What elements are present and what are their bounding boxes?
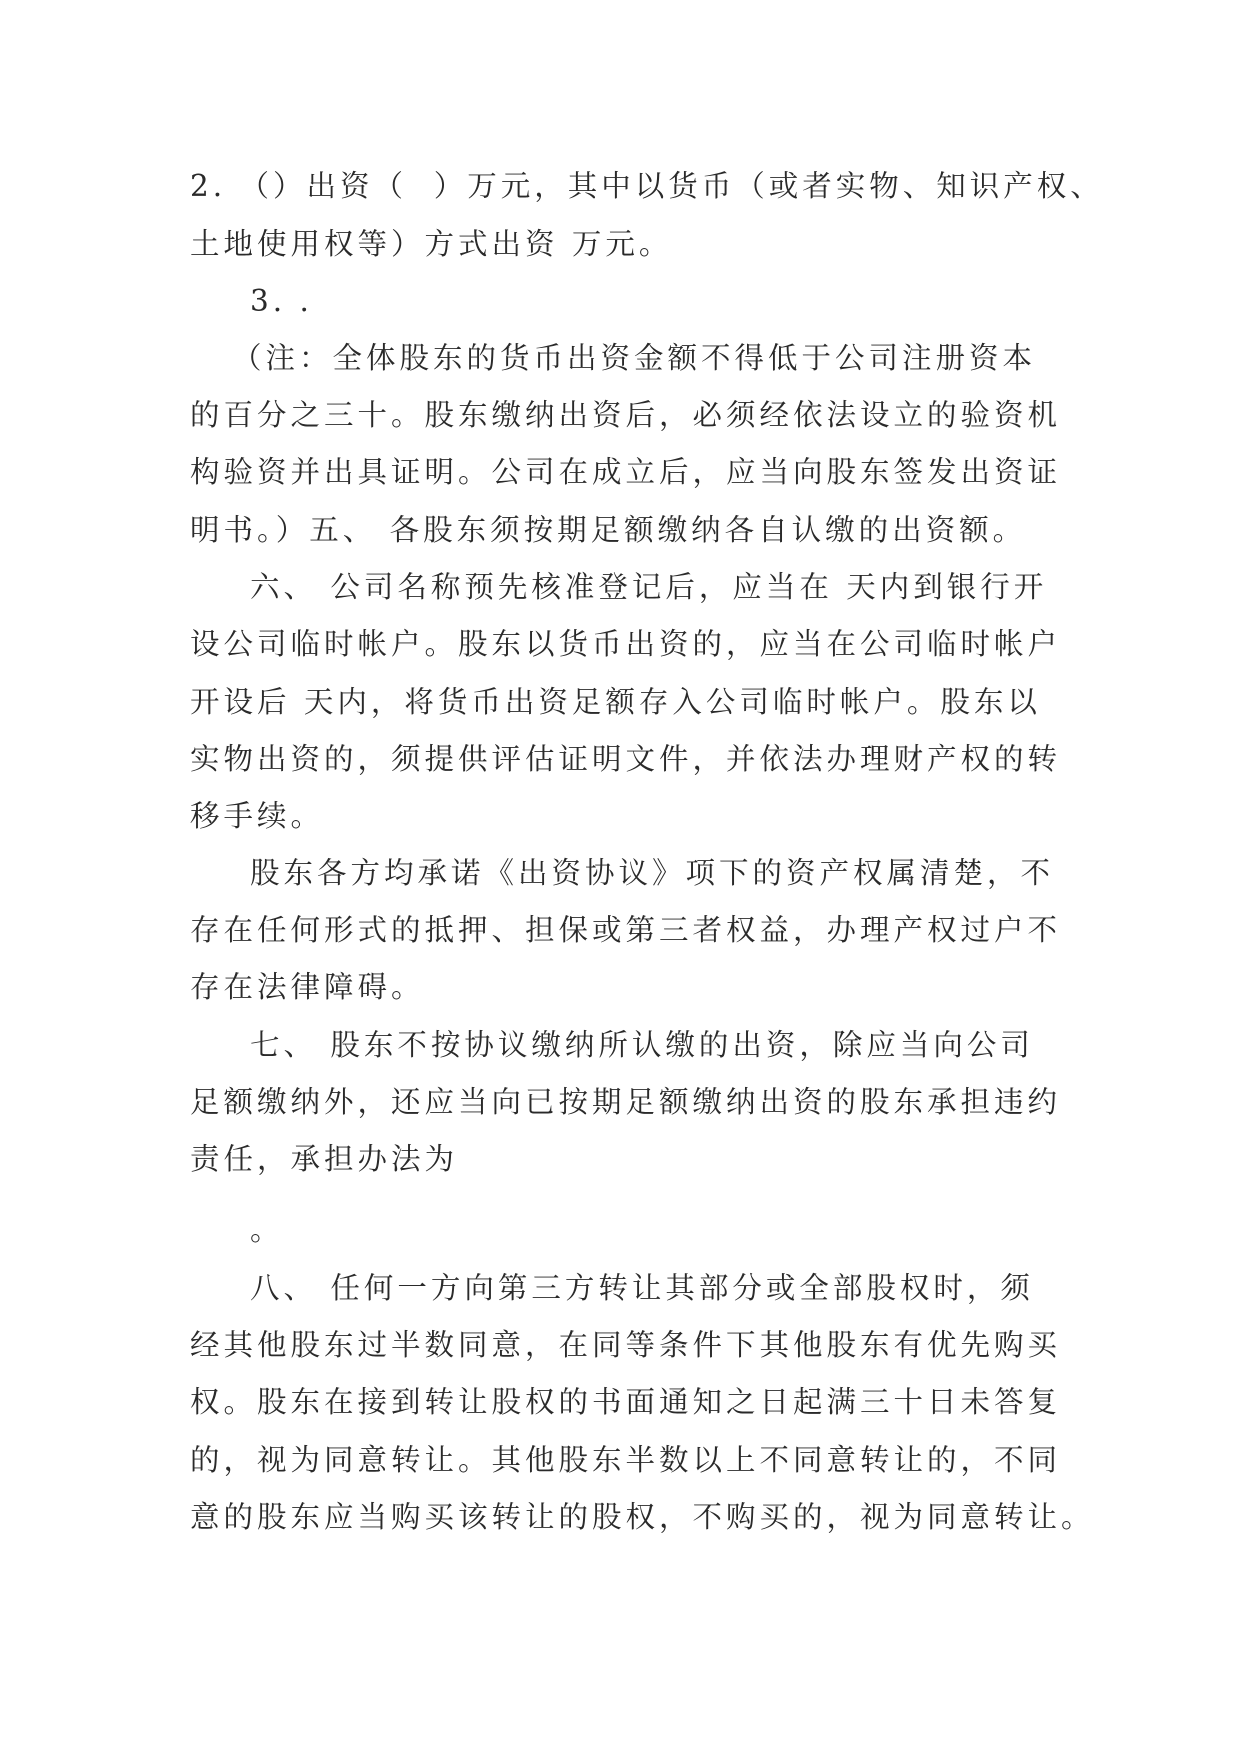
text-line: 权。股东在接到转让股权的书面通知之日起满三十日未答复 xyxy=(190,1385,1062,1419)
text-line: 。 xyxy=(250,1213,284,1247)
text-line: 足额缴纳外，还应当向已按期足额缴纳出资的股东承担违约 xyxy=(190,1085,1062,1119)
text-line: 2. （）出资（ ）万元，其中以货币（或者实物、知识产权、 xyxy=(190,169,1104,203)
text-line: 构验资并出具证明。公司在成立后，应当向股东签发出资证 xyxy=(190,455,1062,489)
text-line: 责任，承担办法为 xyxy=(190,1142,459,1176)
text-line: 实物出资的，须提供评估证明文件，并依法办理财产权的转 xyxy=(190,742,1062,776)
text-line: 意的股东应当购买该转让的股权，不购买的，视为同意转让。 xyxy=(190,1500,1095,1534)
text-line: 3. . xyxy=(250,284,313,318)
text-line: 移手续。 xyxy=(190,799,325,833)
text-line: 股东各方均承诺《出资协议》项下的资产权属清楚，不 xyxy=(250,856,1055,890)
text-line: 存在任何形式的抵押、担保或第三者权益，办理产权过户不 xyxy=(190,913,1062,947)
text-line: 存在法律障碍。 xyxy=(190,970,425,1004)
text-line: 土地使用权等）方式出资 万元。 xyxy=(190,227,673,261)
text-line: 设公司临时帐户。股东以货币出资的，应当在公司临时帐户 xyxy=(190,627,1062,661)
text-line: 的，视为同意转让。其他股东半数以上不同意转让的，不同 xyxy=(190,1443,1062,1477)
text-line: 明书。）五、 各股东须按期足额缴纳各自认缴的出资额。 xyxy=(190,513,1027,547)
text-line: 六、 公司名称预先核准登记后，应当在 天内到银行开 xyxy=(250,570,1048,604)
text-line: （注：全体股东的货币出资金额不得低于公司注册资本 xyxy=(232,341,1037,375)
text-line: 七、 股东不按协议缴纳所认缴的出资，除应当向公司 xyxy=(250,1028,1034,1062)
text-line: 八、 任何一方向第三方转让其部分或全部股权时，须 xyxy=(250,1271,1034,1305)
text-line: 经其他股东过半数同意，在同等条件下其他股东有优先购买 xyxy=(190,1328,1062,1362)
text-line: 开设后 天内，将货币出资足额存入公司临时帐户。股东以 xyxy=(190,685,1041,719)
text-line: 的百分之三十。股东缴纳出资后，必须经依法设立的验资机 xyxy=(190,398,1062,432)
